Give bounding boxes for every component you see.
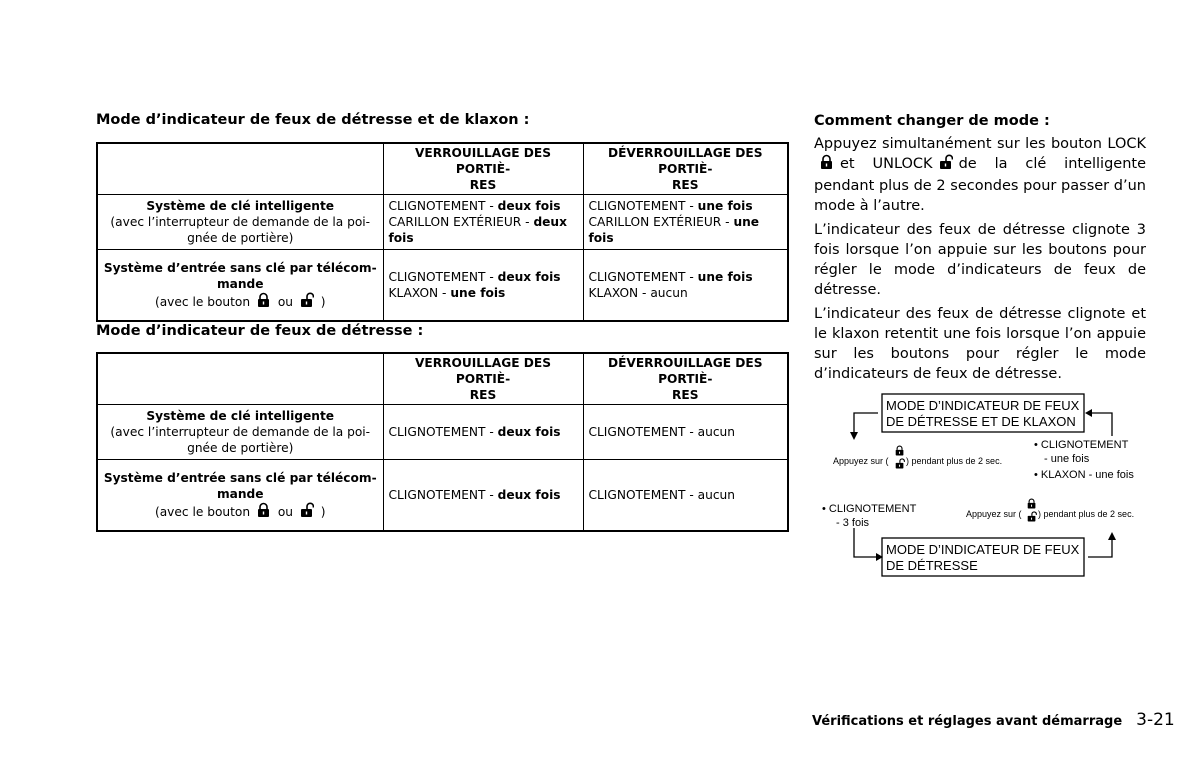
text-deux-fois: deux fois bbox=[497, 269, 561, 284]
cell-smart-lock bbox=[383, 405, 583, 460]
cell-smart-lock bbox=[383, 195, 583, 250]
press-left-b: ) pendant plus de 2 sec. bbox=[906, 456, 1003, 466]
text-dash: - bbox=[485, 487, 498, 502]
press-right-b: ) pendant plus de 2 sec. bbox=[1038, 509, 1135, 519]
header-lock-line1: VERROUILLAGE DES PORTIÈ- bbox=[414, 146, 552, 176]
box2-line1: MODE D’INDICATEUR DE FEUX bbox=[886, 542, 1080, 557]
row-remote-sub-suffix: ) bbox=[320, 504, 326, 519]
text-carillon: CARILLON EXTÉRIEUR bbox=[388, 215, 522, 229]
text-clign: CLIGNOTEMENT bbox=[388, 199, 486, 213]
row-label-smart-key bbox=[97, 195, 383, 250]
row-remote-sub-prefix: (avec le bouton bbox=[154, 504, 251, 519]
lock-icon bbox=[1028, 499, 1036, 508]
box1-line1: MODE D’INDICATEUR DE FEUX bbox=[886, 398, 1080, 413]
flow-arrow-left-top bbox=[854, 413, 878, 434]
row-remote-title1: Système d’entrée sans clé par télécom- bbox=[103, 260, 377, 275]
mode-switch-diagram bbox=[800, 390, 1160, 590]
flow-arrow-left-bottom bbox=[854, 528, 878, 557]
footer-title: Vérifications et réglages avant démarrage bbox=[812, 714, 1123, 729]
text-dash: - bbox=[685, 199, 698, 213]
page-number: 3-21 bbox=[1136, 710, 1175, 730]
table-row bbox=[97, 250, 788, 321]
empty-header-cell bbox=[97, 353, 383, 405]
note-a2: - une fois bbox=[1044, 453, 1090, 465]
text-aucun: aucun bbox=[650, 285, 688, 300]
cell-smart-unlock bbox=[583, 195, 788, 250]
table-row bbox=[97, 405, 788, 460]
text-dash: - bbox=[685, 269, 698, 284]
text-clign: CLIGNOTEMENT bbox=[388, 425, 486, 439]
text-une-fois: une fois bbox=[450, 285, 506, 300]
paragraph-horn-once: L’indicateur des feux de détresse clignote et le klaxon retentit une fois lorsque l’on appuie sur les boutons pour régler le mode d’indicateurs de feux de détresse. bbox=[814, 306, 1146, 382]
paragraph-three-times: L’indicateur des feux de détresse clignote 3 fois lorsque l’on appuie sur les boutons pour régler le mode d’indicateurs de feux de détresse. bbox=[814, 222, 1146, 298]
lock-icon bbox=[257, 292, 271, 308]
text-dash: - bbox=[638, 285, 651, 300]
row-remote-sub bbox=[103, 502, 378, 520]
header-lock bbox=[383, 143, 583, 195]
text-dash: - bbox=[685, 425, 698, 439]
text-klaxon: KLAXON bbox=[388, 285, 439, 300]
cell-remote-unlock bbox=[583, 250, 788, 321]
cell-remote-lock bbox=[383, 250, 583, 321]
row-remote-title1: Système d’entrée sans clé par télécom- bbox=[103, 470, 377, 485]
lock-icon bbox=[820, 154, 834, 170]
text-clign: CLIGNOTEMENT bbox=[588, 269, 686, 284]
press-right-a: Appuyez sur ( bbox=[966, 509, 1022, 519]
text-klaxon: KLAXON bbox=[588, 285, 639, 300]
row-remote-sub-prefix: (avec le bouton bbox=[154, 294, 251, 309]
section2-title: Mode d’indicateur de feux de détresse : bbox=[96, 323, 424, 339]
row-smart-title: Système de clé intelligente bbox=[146, 409, 335, 423]
text-deux-fois: deux fois bbox=[497, 425, 561, 439]
row-remote-title2: mande bbox=[216, 276, 264, 291]
text-carillon: CARILLON EXTÉRIEUR bbox=[588, 215, 722, 229]
paragraph-lock-unlock bbox=[814, 134, 1146, 216]
text-clign: CLIGNOTEMENT bbox=[588, 199, 686, 213]
row-smart-sub1: (avec l’interrupteur de demande de la poi- bbox=[110, 425, 371, 439]
text-clign: CLIGNOTEMENT bbox=[588, 425, 686, 439]
right-heading: Comment changer de mode : bbox=[814, 113, 1050, 129]
unlock-icon bbox=[300, 502, 314, 518]
header-lock bbox=[383, 353, 583, 405]
row-smart-title: Système de clé intelligente bbox=[146, 199, 335, 213]
section1-title: Mode d’indicateur de feux de détresse et de klaxon : bbox=[96, 112, 530, 128]
p1-part-a: Appuyez simultanément sur les bouton LOCK bbox=[814, 136, 1146, 152]
text-une-fois: une fois bbox=[697, 269, 753, 284]
cell-smart-unlock bbox=[583, 405, 788, 460]
box1-line2: DE DÉTRESSE ET DE KLAXON bbox=[886, 414, 1076, 429]
note-a3: • KLAXON - une fois bbox=[1034, 469, 1134, 481]
row-label-remote bbox=[97, 250, 383, 321]
row-smart-sub1: (avec l’interrupteur de demande de la poi- bbox=[110, 215, 371, 229]
text-clign: CLIGNOTEMENT bbox=[388, 487, 486, 502]
unlock-icon bbox=[896, 459, 905, 469]
right-column bbox=[814, 110, 1146, 388]
note-b2: - 3 fois bbox=[836, 517, 870, 529]
header-unlock-line2: RES bbox=[672, 388, 699, 402]
row-remote-sub-or: ou bbox=[277, 504, 294, 519]
box2-line2: DE DÉTRESSE bbox=[886, 558, 978, 573]
note-b1: • CLIGNOTEMENT bbox=[822, 503, 917, 515]
row-remote-sub-or: ou bbox=[277, 294, 294, 309]
row-remote-title2: mande bbox=[216, 486, 264, 501]
text-dash: - bbox=[438, 285, 451, 300]
header-unlock-line2: RES bbox=[672, 178, 699, 192]
p1-part-b: et UNLOCK bbox=[840, 156, 933, 172]
text-deux-fois: deux fois bbox=[497, 199, 561, 213]
header-unlock bbox=[583, 353, 788, 405]
text-dash: - bbox=[721, 215, 734, 229]
page-footer bbox=[812, 710, 1175, 730]
text-clign: CLIGNOTEMENT bbox=[588, 487, 686, 502]
unlock-icon bbox=[939, 154, 953, 170]
header-unlock bbox=[583, 143, 788, 195]
p1-part-c: de la clé intelligente pendant plus de 2 secondes pour passer d’un mode à l’autre. bbox=[814, 156, 1146, 214]
header-unlock-line1: DÉVERROUILLAGE DES PORTIÈ- bbox=[607, 146, 763, 176]
unlock-icon bbox=[1028, 512, 1037, 522]
text-dash: - bbox=[685, 487, 698, 502]
text-clign: CLIGNOTEMENT bbox=[388, 269, 486, 284]
text-aucun: aucun bbox=[697, 425, 735, 439]
text-une-fois: une fois bbox=[697, 199, 753, 213]
row-label-smart-key bbox=[97, 405, 383, 460]
row-remote-sub-suffix: ) bbox=[320, 294, 326, 309]
text-dash: - bbox=[521, 215, 534, 229]
lock-icon bbox=[257, 502, 271, 518]
header-unlock-line1: DÉVERROUILLAGE DES PORTIÈ- bbox=[607, 356, 763, 386]
text-deux-fois: deux fois bbox=[388, 215, 567, 245]
cell-remote-unlock bbox=[583, 460, 788, 531]
flow-arrow-right-top bbox=[1090, 413, 1112, 436]
header-lock-line1: VERROUILLAGE DES PORTIÈ- bbox=[414, 356, 552, 386]
text-dash: - bbox=[485, 199, 498, 213]
row-remote-sub bbox=[103, 292, 378, 310]
hazard-horn-mode-table bbox=[96, 142, 789, 322]
header-lock-line2: RES bbox=[469, 178, 497, 192]
row-smart-sub2: gnée de portière) bbox=[187, 441, 294, 455]
press-left-a: Appuyez sur ( bbox=[833, 456, 889, 466]
text-dash: - bbox=[485, 425, 498, 439]
table-row bbox=[97, 460, 788, 531]
header-lock-line2: RES bbox=[469, 388, 497, 402]
empty-header-cell bbox=[97, 143, 383, 195]
flow-arrow-right-bottom bbox=[1088, 538, 1112, 557]
table-header-row bbox=[97, 143, 788, 195]
text-deux-fois: deux fois bbox=[497, 487, 561, 502]
text-une-fois: une fois bbox=[588, 215, 760, 245]
hazard-mode-table bbox=[96, 352, 789, 532]
table-header-row bbox=[97, 353, 788, 405]
unlock-icon bbox=[300, 292, 314, 308]
row-smart-sub2: gnée de portière) bbox=[187, 231, 294, 245]
lock-icon bbox=[896, 446, 904, 455]
note-a1: • CLIGNOTEMENT bbox=[1034, 439, 1129, 451]
text-aucun: aucun bbox=[697, 487, 735, 502]
text-dash: - bbox=[485, 269, 498, 284]
table-row bbox=[97, 195, 788, 250]
row-label-remote bbox=[97, 460, 383, 531]
cell-remote-lock bbox=[383, 460, 583, 531]
